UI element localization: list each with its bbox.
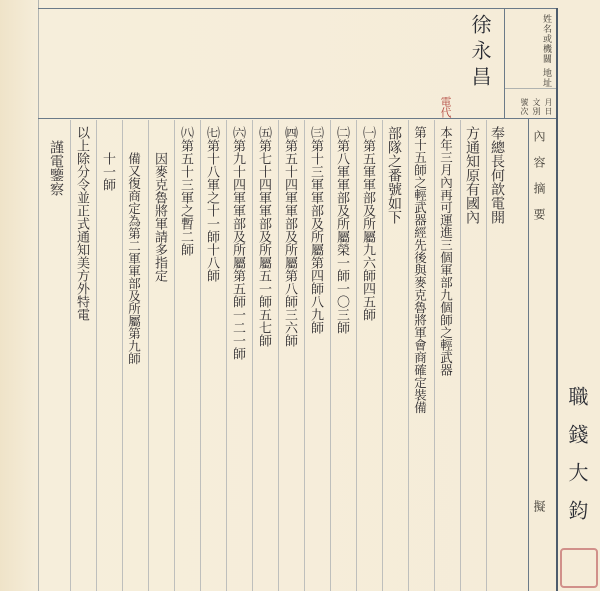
ruled-line <box>382 120 383 591</box>
ruled-line <box>304 120 305 591</box>
body-line-6: ㈠第五軍軍部及所屬九六師四五師 <box>360 126 375 321</box>
ruled-line <box>96 120 97 591</box>
header-divider-line <box>38 118 556 119</box>
sender-name: 徐永昌 <box>468 14 492 92</box>
ruled-line <box>70 120 71 591</box>
body-line-12: ㈦第十八軍之十一師十八師 <box>204 126 219 282</box>
seal-stamp <box>560 548 598 588</box>
body-line-1: 奉總長何歆電開 <box>489 126 505 224</box>
ruled-line <box>278 120 279 591</box>
ruled-line <box>200 120 201 591</box>
ruled-line <box>356 120 357 591</box>
body-line-2: 方通知原有國內 <box>464 126 480 224</box>
body-line-7: ㈡第八軍軍部及所屬榮一師一〇三師 <box>334 126 349 334</box>
frame-top-line <box>38 8 558 9</box>
body-line-9: ㈣第五十四軍軍部及所屬第八師三六師 <box>282 126 297 347</box>
content-label-line <box>528 118 529 591</box>
address-label: 地址 <box>541 68 551 88</box>
body-line-10: ㈤第七十四軍軍部及所屬五一師五七師 <box>256 126 271 347</box>
name-label: 姓名或機關 <box>541 14 551 64</box>
content-label: 內容摘要 <box>532 130 546 234</box>
body-line-8: ㈢第十三軍軍部及所屬第四師八九師 <box>308 126 323 334</box>
order-label: 號次 <box>520 98 529 116</box>
frame-left-line <box>38 0 39 591</box>
body-line-17: 以上除分令並正式通知美方外特電 <box>74 126 89 321</box>
body-line-5: 部隊之番號如下 <box>386 126 402 224</box>
body-line-15: 備又復商定為第二軍軍部及所屬第九師 <box>126 152 142 365</box>
ruled-line <box>408 120 409 591</box>
ruled-line <box>460 120 461 591</box>
ruled-line <box>174 120 175 591</box>
file-label: 文別 <box>532 98 541 116</box>
ruled-line <box>226 120 227 591</box>
ruled-line <box>330 120 331 591</box>
ruled-line <box>148 120 149 591</box>
ruled-line <box>122 120 123 591</box>
frame-right-line <box>556 8 558 591</box>
body-line-14: 因麥克魯將軍請多指定 <box>152 152 167 282</box>
body-line-13: ㈧第五十三軍之暫二師 <box>178 126 193 256</box>
header-inner-line <box>504 8 505 118</box>
telegram-tag: 電代 <box>439 96 452 118</box>
body-line-4: 第十五師之輕武器經先後與麥克魯將軍會商確定裝備 <box>412 126 428 414</box>
body-line-11: ㈥第九十四軍軍部及所屬第五師一二一師 <box>230 126 245 360</box>
body-line-18: 謹電鑒察 <box>48 140 64 196</box>
signature: 職錢大鈞 <box>565 386 589 538</box>
date-label: 月日 <box>544 98 553 116</box>
body-line-16: 十一師 <box>100 152 115 191</box>
ruled-line <box>486 120 487 591</box>
body-line-3: 本年三月內再可運進三個軍部九個師之輕武器 <box>438 126 454 376</box>
ruled-line <box>434 120 435 591</box>
approval-label: 擬 <box>532 500 546 526</box>
ruled-line <box>252 120 253 591</box>
header-cross-line <box>504 88 556 89</box>
